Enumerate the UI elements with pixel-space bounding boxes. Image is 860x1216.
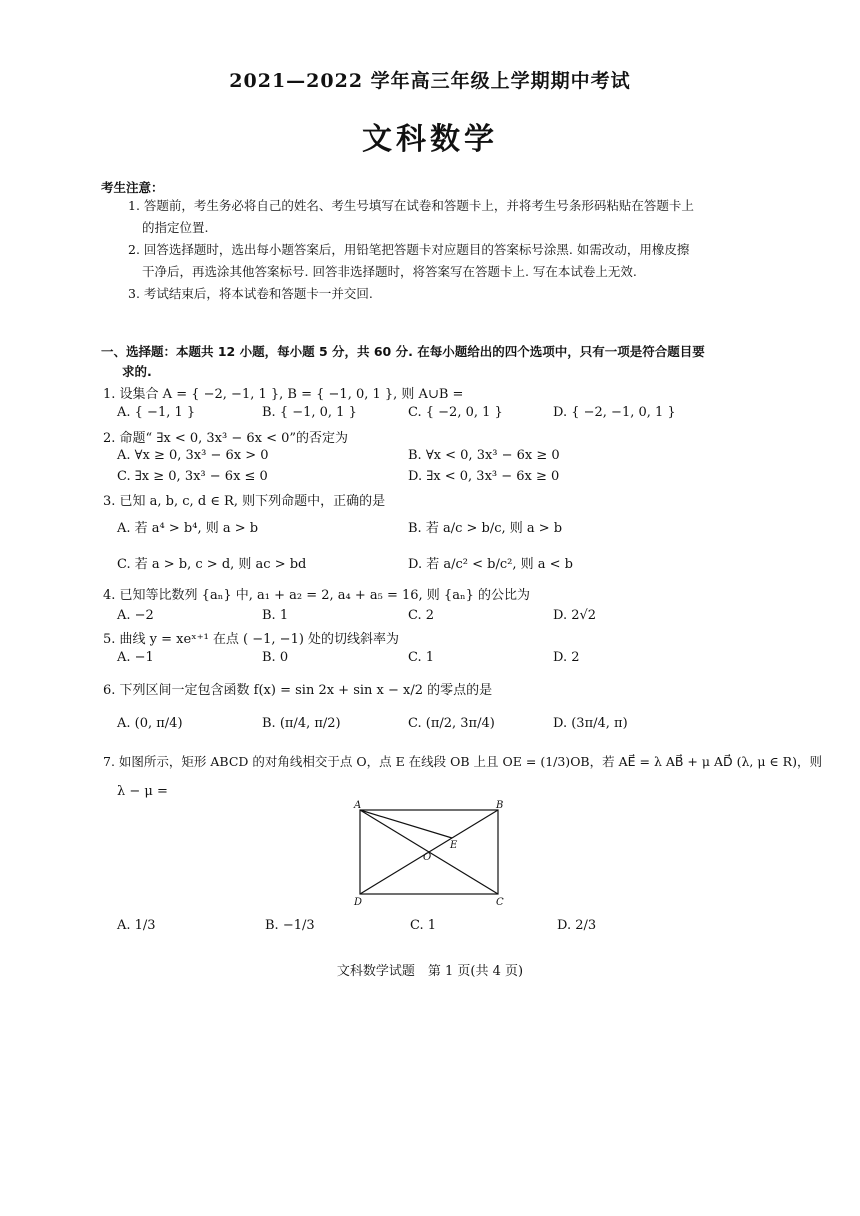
option-a: A. ∀x ≥ 0, 3x³ − 6x > 0 (117, 448, 269, 463)
notice-line: 1. 答题前，考生务必将自己的姓名、考生号填写在试卷和答题卡上，并将考生号条形码粘贴在答题卡上 (128, 198, 694, 213)
option-b: B. 0 (262, 650, 289, 665)
section-heading-cont: 求的. (122, 364, 152, 379)
rectangle-figure (350, 798, 510, 906)
option-a: A. 若 a⁴ > b⁴, 则 a > b (117, 521, 259, 536)
option-d: D. (3π/4, π) (553, 716, 628, 731)
option-d: D. 2/3 (557, 918, 597, 933)
option-c: C. 2 (408, 608, 435, 623)
option-c: C. { −2, 0, 1 } (408, 405, 503, 420)
option-d: D. 2 (553, 650, 580, 665)
label-c: C (496, 897, 504, 906)
notice-heading: 考生注意： (101, 180, 164, 195)
question-stem-cont: λ − μ = (117, 784, 168, 799)
label-e: E (450, 840, 458, 851)
label-o: O (423, 852, 432, 863)
option-c: C. (π/2, 3π/4) (408, 716, 495, 731)
option-b: B. (π/4, π/2) (262, 716, 341, 731)
notice-line: 干净后，再选涂其他答案标号. 回答非选择题时，将答案写在答题卡上. 写在本试卷上无效. (142, 264, 637, 279)
option-c: C. 1 (410, 918, 437, 933)
option-b: B. −1/3 (265, 918, 315, 933)
question-stem: 2. 命题“ ∃x < 0, 3x³ − 6x < 0”的否定为 (103, 431, 349, 446)
notice-line: 3. 考试结束后，将本试卷和答题卡一并交回. (128, 286, 373, 301)
page-footer: 文科数学试题 第 1 页(共 4 页) (336, 964, 524, 979)
option-a: A. −2 (117, 608, 154, 623)
notice-line: 的指定位置. (142, 220, 209, 235)
option-d: D. 2√2 (553, 608, 597, 623)
question-stem: 1. 设集合 A = { −2, −1, 1 }, B = { −1, 0, 1 }, 则 A∪B = (103, 387, 464, 402)
option-d: D. 若 a/c² < b/c², 则 a < b (408, 557, 573, 572)
option-c: C. 若 a > b, c > d, 则 ac > bd (117, 557, 307, 572)
option-a: A. −1 (117, 650, 154, 665)
question-stem: 6. 下列区间一定包含函数 f(x) = sin 2x + sin x − x/2 的零点的是 (103, 683, 493, 698)
label-a: A (354, 800, 362, 811)
option-b: B. 1 (262, 608, 289, 623)
exam-title: 2021—2022 学年高三年级上学期期中考试 (229, 70, 631, 92)
option-b: B. { −1, 0, 1 } (262, 405, 357, 420)
question-stem: 3. 已知 a, b, c, d ∈ R, 则下列命题中，正确的是 (103, 494, 386, 509)
option-a: A. { −1, 1 } (117, 405, 196, 420)
label-b: B (496, 800, 504, 811)
option-a: A. 1/3 (117, 918, 156, 933)
option-c: C. ∃x ≥ 0, 3x³ − 6x ≤ 0 (117, 469, 268, 484)
option-a: A. (0, π/4) (117, 716, 183, 731)
subject-title: 文科数学 (362, 122, 498, 157)
option-c: C. 1 (408, 650, 435, 665)
segment-ae (360, 810, 452, 838)
question-stem: 5. 曲线 y = xeˣ⁺¹ 在点 ( −1, −1) 处的切线斜率为 (103, 632, 400, 647)
option-d: D. { −2, −1, 0, 1 } (553, 405, 676, 420)
question-stem: 4. 已知等比数列 {aₙ} 中, a₁ + a₂ = 2, a₄ + a₅ = 16, 则 {aₙ} 的公比为 (103, 588, 530, 603)
section-heading: 一、选择题：本题共 12 小题，每小题 5 分，共 60 分. 在每小题给出的四个选项中，只有一项是符合题目要 (101, 344, 705, 359)
notice-line: 2. 回答选择题时，选出每小题答案后，用铅笔把答题卡对应题目的答案标号涂黑. 如需改动，用橡皮擦 (128, 242, 690, 257)
option-d: D. ∃x < 0, 3x³ − 6x ≥ 0 (408, 469, 560, 484)
question-stem: 7. 如图所示，矩形 ABCD 的对角线相交于点 O，点 E 在线段 OB 上且 OE = (1/3)OB，若 AE⃗ = λ AB⃗ + μ AD⃗ (λ, μ ∈ R)，则 (103, 754, 822, 769)
option-b: B. 若 a/c > b/c, 则 a > b (408, 521, 563, 536)
label-d: D (354, 897, 363, 906)
option-b: B. ∀x < 0, 3x³ − 6x ≥ 0 (408, 448, 560, 463)
